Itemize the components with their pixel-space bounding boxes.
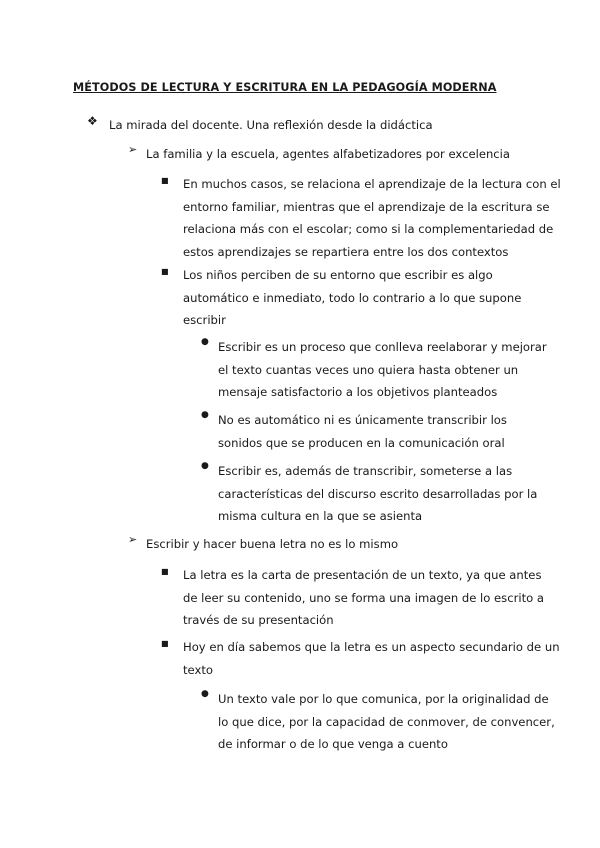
list-item bbox=[161, 264, 522, 332]
list-item-line: Hoy en día sabemos que la letra es un aspecto secundario de un bbox=[183, 640, 560, 654]
sub-list-item-line: mensaje satisfactorio a los objetivos planteados bbox=[218, 385, 498, 400]
list-item bbox=[161, 636, 560, 681]
arrow-bullet-icon: ➢ bbox=[128, 533, 138, 546]
section-item bbox=[87, 114, 433, 137]
list-item-line: automático e inmediato, todo lo contrario a lo que supone bbox=[183, 290, 522, 305]
square-bullet-icon: ■ bbox=[161, 176, 169, 185]
sub-list-item bbox=[201, 460, 538, 528]
square-bullet-icon: ■ bbox=[161, 267, 169, 276]
sub-list-item-line: lo que dice, por la capacidad de conmover, de convencer, bbox=[218, 714, 555, 729]
sub-list-item-line: de informar o de lo que venga a cuento bbox=[218, 737, 448, 752]
subsection-heading: La familia y la escuela, agentes alfabetizadores por excelencia bbox=[146, 147, 510, 161]
list-item-line: de leer su contenido, uno se forma una imagen de lo escrito a bbox=[183, 590, 545, 605]
sub-list-item-line: misma cultura en la que se asienta bbox=[218, 509, 423, 524]
square-bullet-icon: ■ bbox=[161, 567, 169, 576]
sub-list-item-line: Escribir es un proceso que conlleva reelaborar y mejorar bbox=[218, 340, 547, 354]
list-item bbox=[161, 564, 545, 632]
sub-list-item-line: Escribir es, además de transcribir, someterse a las bbox=[218, 464, 513, 478]
sub-list-item bbox=[201, 336, 547, 404]
subsection-item bbox=[128, 143, 510, 166]
section-heading: La mirada del docente. Una reflexión desde la didáctica bbox=[109, 118, 433, 132]
sub-list-item bbox=[201, 688, 555, 756]
arrow-bullet-icon: ➢ bbox=[128, 143, 138, 156]
sub-list-item-line: el texto cuantas veces uno quiera hasta obtener un bbox=[218, 362, 519, 377]
dot-bullet-icon: ● bbox=[201, 461, 209, 471]
dot-bullet-icon: ● bbox=[201, 337, 209, 347]
sub-list-item-line: No es automático ni es únicamente transcribir los bbox=[218, 413, 507, 427]
list-item-line: entorno familiar, mientras que el aprendizaje de la escritura se bbox=[183, 199, 550, 214]
list-item bbox=[161, 173, 561, 263]
sub-list-item-line: sonidos que se producen en la comunicación oral bbox=[218, 435, 505, 450]
subsection-heading: Escribir y hacer buena letra no es lo mismo bbox=[146, 537, 399, 551]
list-item-line: La letra es la carta de presentación de un texto, ya que antes bbox=[183, 568, 542, 582]
sub-list-item-line: características del discurso escrito desarrolladas por la bbox=[218, 486, 538, 501]
subsection-item bbox=[128, 533, 399, 556]
list-item-line: relaciona más con el escolar; como si la complementariedad de bbox=[183, 222, 554, 237]
dot-bullet-icon: ● bbox=[201, 689, 209, 699]
dot-bullet-icon: ● bbox=[201, 410, 209, 420]
sub-list-item-line: Un texto vale por lo que comunica, por la originalidad de bbox=[218, 692, 549, 706]
list-item-line: En muchos casos, se relaciona el aprendizaje de la lectura con el bbox=[183, 177, 561, 191]
diamond-bullet-icon: ❖ bbox=[87, 114, 98, 128]
list-item-line: Los niños perciben de su entorno que escribir es algo bbox=[183, 268, 493, 282]
document-title: MÉTODOS DE LECTURA Y ESCRITURA EN LA PEDAGOGÍA MODERNA bbox=[73, 81, 497, 94]
list-item-line: texto bbox=[183, 662, 213, 677]
list-item-line: través de su presentación bbox=[183, 613, 334, 628]
square-bullet-icon: ■ bbox=[161, 639, 169, 648]
list-item-line: escribir bbox=[183, 313, 226, 328]
sub-list-item bbox=[201, 409, 507, 454]
list-item-line: estos aprendizajes se repartiera entre los dos contextos bbox=[183, 244, 509, 259]
